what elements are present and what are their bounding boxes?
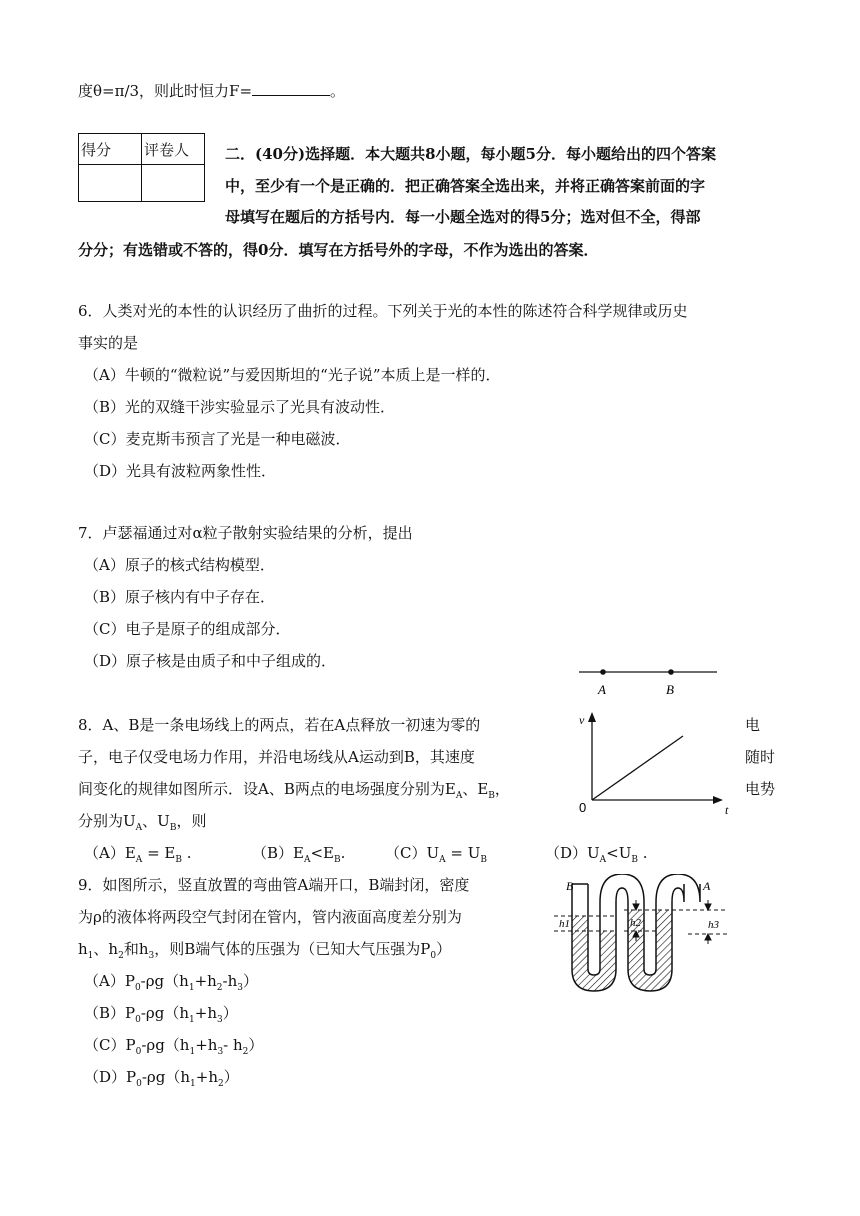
q8-option-a: $(A)E_A = E_B$ .: [84, 844, 192, 865]
q8-option-d: $(D)U_A<U_B$ .: [545, 844, 648, 865]
q9-option-b: $(B)P_0-\rho g(h_1+h_3)$: [84, 1004, 238, 1025]
label-a: A: [598, 682, 606, 697]
q8-line1-end: 电: [745, 716, 761, 734]
grader-label: 评卷人: [142, 134, 205, 165]
q6-stem-1: 6．人类对光的本性的认识经历了曲折的过程。下列关于光的本性的陈述符合科学规律或历史: [78, 302, 688, 320]
axis-v-label: v: [579, 713, 585, 727]
q8-option-b: $(B)E_A<E_B$.: [252, 844, 346, 865]
q9-line1: 9．如图所示，竖直放置的弯曲管A端开口，B端封闭，密度: [78, 876, 470, 894]
q6-option-b: （B）光的双缝干涉实验显示了光具有波动性．: [84, 398, 396, 416]
q6-option-a: （A）牛顿的“微粒说”与爱因斯坦的“光子说”本质上是一样的．: [84, 366, 501, 384]
section2-line4: 分分；有选错或不答的，得0分．填写在方括号外的字母，不作为选出的答案．: [78, 241, 599, 259]
q8-line1: 8．A、B是一条电场线上的两点，若在A点释放一初速为零的: [78, 716, 481, 734]
section2-line2: 中，至少有一个是正确的．把正确答案全选出来，并将正确答案前面的字: [225, 177, 706, 195]
q9-option-a: $(A)P_0-\rho g(h_1+h_2-h_3)$: [84, 972, 259, 993]
origin-label: 0: [579, 800, 587, 815]
tube-label-b: B: [566, 879, 574, 893]
q7-option-c: （C）电子是原子的组成部分．: [84, 620, 291, 638]
label-h3: h3: [708, 919, 719, 931]
q7-option-b: （B）原子核内有中子存在．: [84, 588, 276, 606]
q9-option-c: $(C)P_0-\rho g(h_1+h_3-$ $h_2$）: [84, 1036, 264, 1057]
score-label: 得分: [79, 134, 142, 165]
velocity-line: [592, 736, 683, 800]
point-a: [600, 669, 606, 675]
point-b: [668, 669, 674, 675]
q7-option-a: （A）原子的核式结构模型．: [84, 556, 275, 574]
label-b: B: [666, 682, 674, 697]
liquid-left: [572, 916, 616, 991]
q6-option-d: （D）光具有波粒两象性性．: [84, 462, 277, 480]
q9-tube-figure: [548, 874, 733, 999]
q9-option-d: $(D)P_0-\rho g(h_1+h_2)$: [84, 1068, 239, 1089]
top-line: 度θ=π/3，则此时恒力F= 。: [78, 82, 346, 100]
q6-stem-2: 事实的是: [78, 334, 139, 352]
score-cell: [79, 165, 142, 202]
q8-option-c: $(C)U_A = U_B$: [385, 844, 487, 865]
label-h2: h2: [630, 917, 641, 929]
score-table: [78, 133, 205, 202]
q8-line2: 子，电子仅受电场力作用，并沿电场线从A运动到B，其速度: [78, 748, 475, 766]
section2-line1: 二．(40分)选择题．本大题共8小题，每小题5分．每小题给出的四个答案: [225, 145, 716, 163]
section2-line3: 母填写在题后的方括号内．每一小题全选对的得5分；选对但不全，得部: [225, 208, 701, 226]
t-arrow: [713, 796, 723, 804]
q7-option-d: （D）原子核是由质子和中子组成的．: [84, 652, 337, 670]
q8-line4: 分别为$U_A$、$U_B$，则: [78, 812, 207, 833]
q9-line3: $h_1$、$h_2$和$h_3$，则B端气体的压强为（已知大气压强为$P_0$）: [78, 940, 452, 961]
q8-line2-end: 随时: [745, 748, 776, 766]
answer-blank: [252, 81, 330, 96]
v-arrow: [588, 712, 596, 722]
q7-stem: 7．卢瑟福通过对α粒子散射实验结果的分析，提出: [78, 524, 413, 542]
grader-cell: [142, 165, 205, 202]
q8-figure: [565, 662, 735, 817]
q6-option-c: （C）麦克斯韦预言了光是一种电磁波．: [84, 430, 351, 448]
q9-line2: 为ρ的液体将两段空气封闭在管内，管内液面高度差分别为: [78, 908, 462, 926]
tube-label-a: A: [703, 879, 711, 893]
axis-t-label: t: [725, 803, 729, 817]
label-h1: h1: [559, 918, 570, 930]
q8-line3-end: 电势: [745, 780, 776, 798]
q8-line3: 间变化的规律如图所示．设A、B两点的电场强度分别为$E_A$、$E_B$，: [78, 780, 510, 801]
